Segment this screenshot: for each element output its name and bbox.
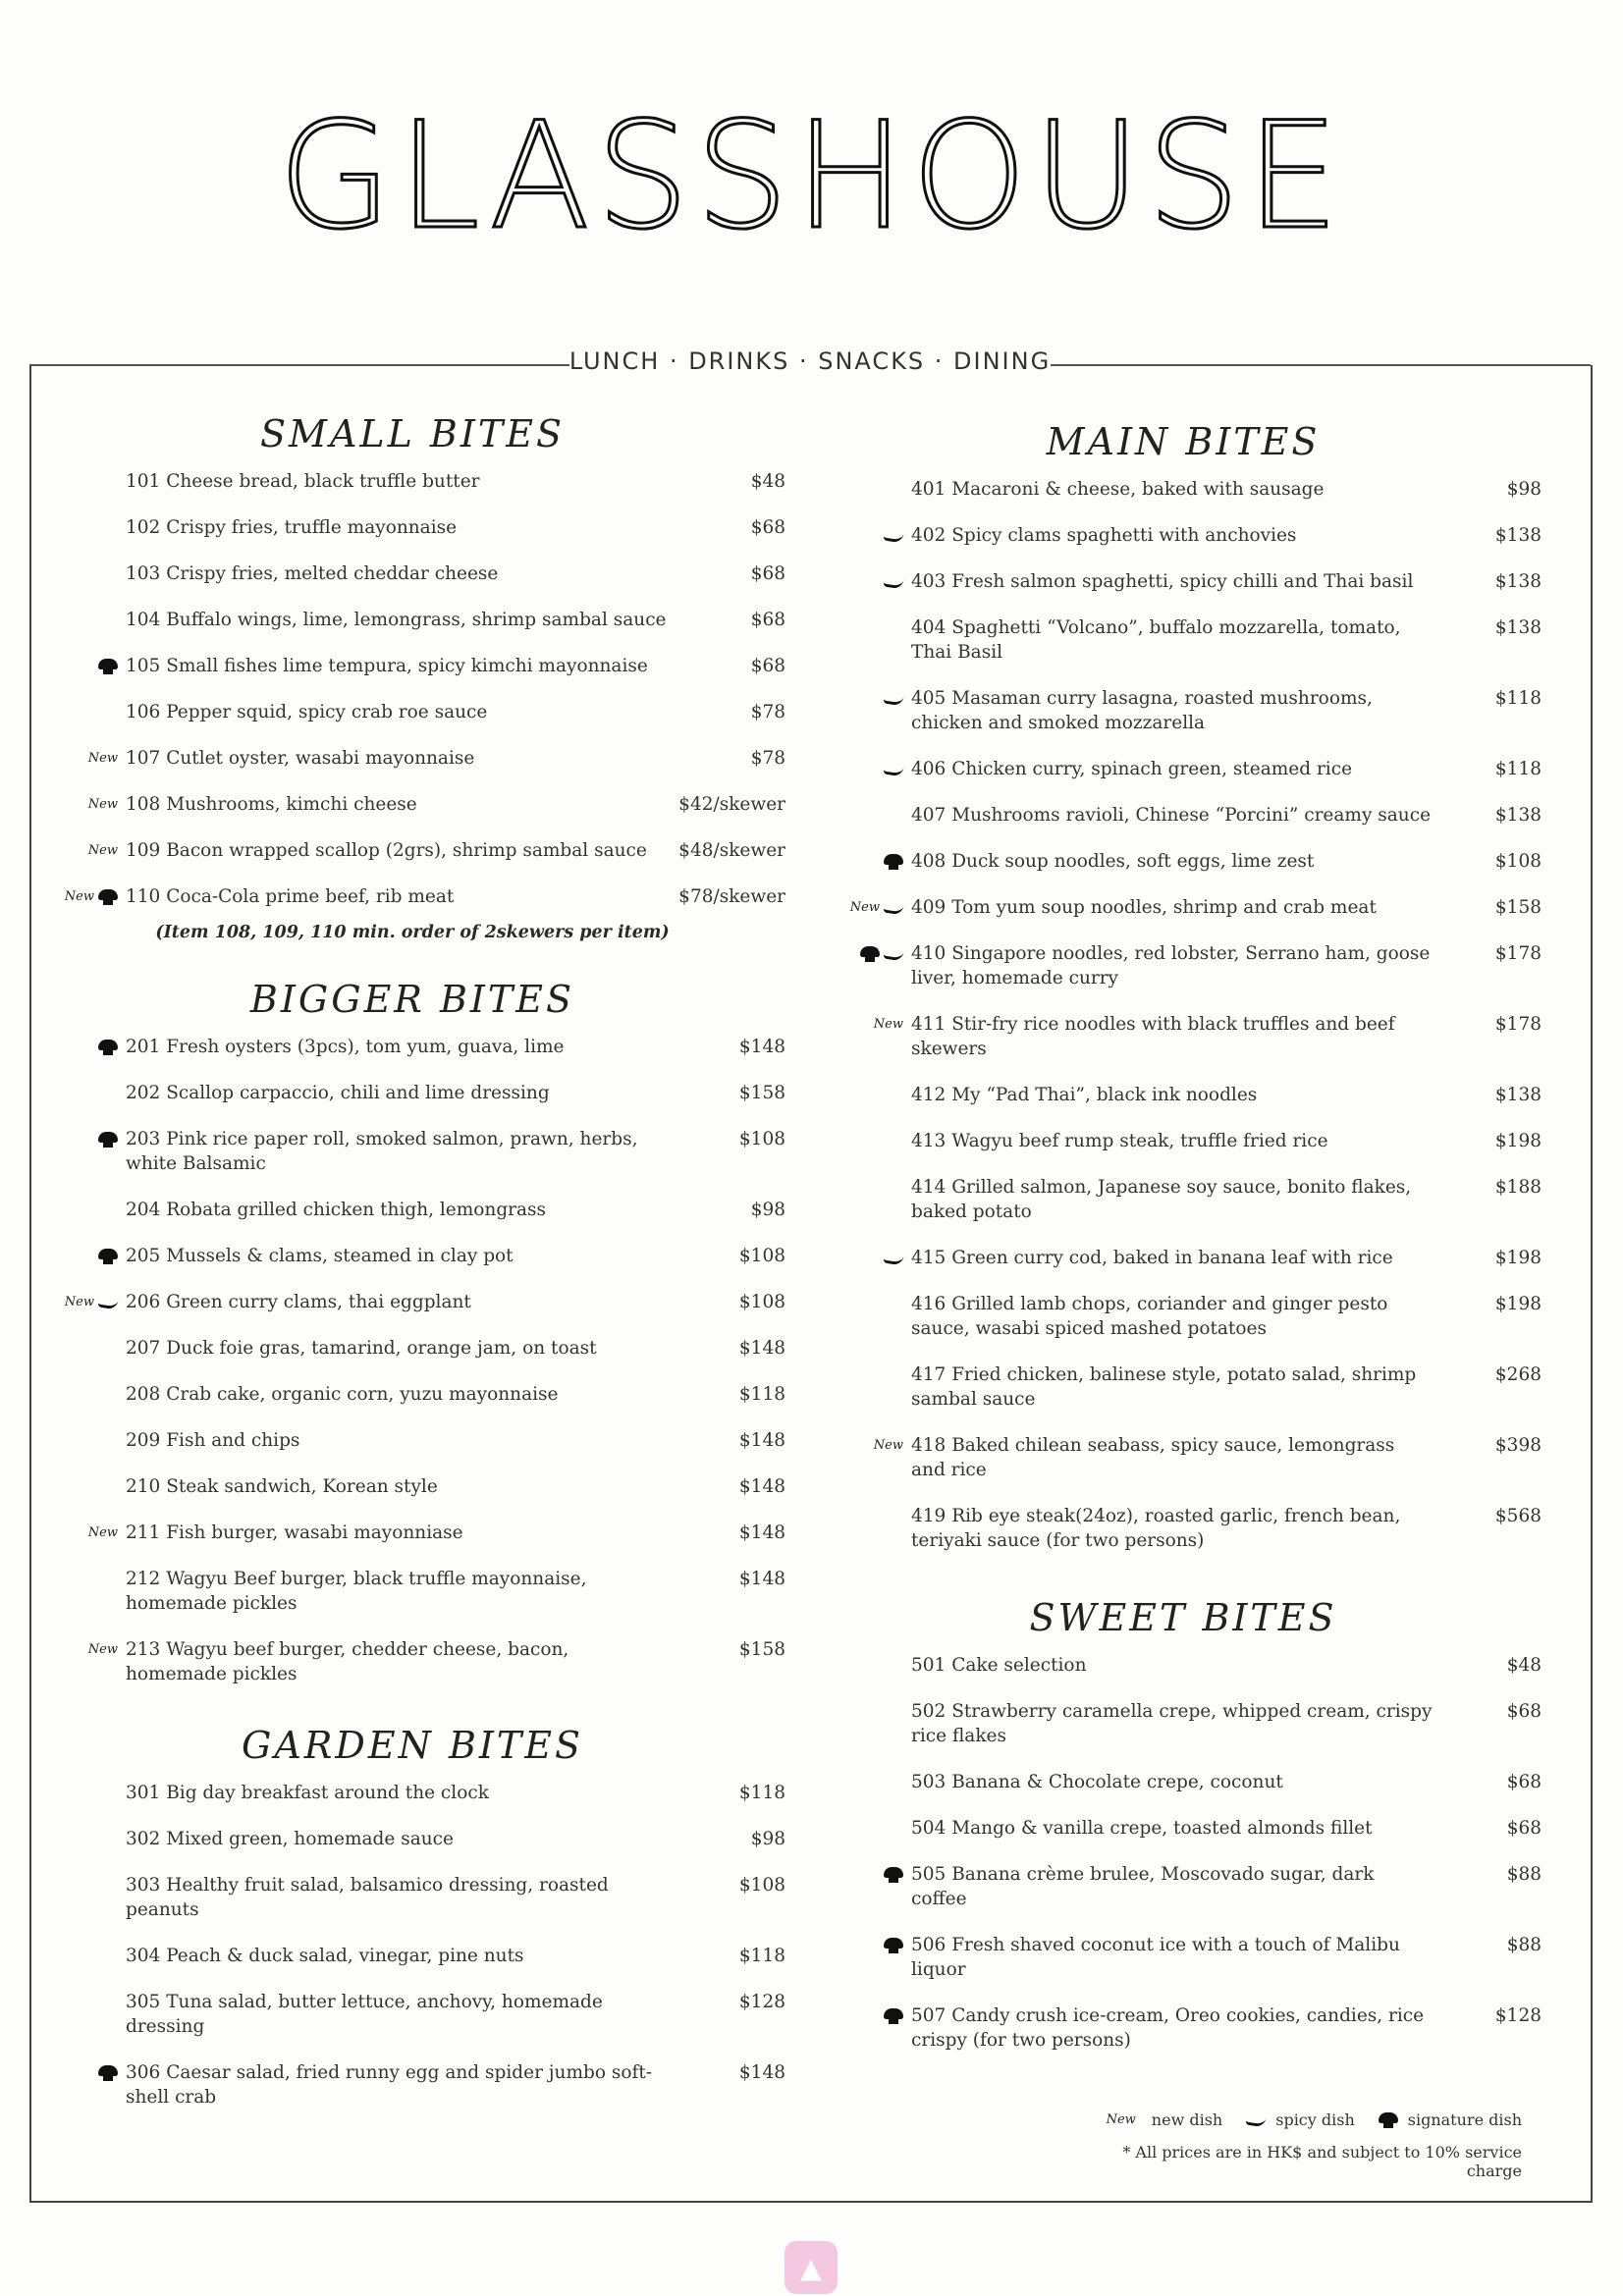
section-title: MAIN BITES	[1046, 420, 1321, 463]
item-price: $118	[1494, 688, 1542, 709]
menu-item	[825, 477, 1542, 502]
menu-item	[39, 1827, 785, 1851]
item-marks	[825, 1433, 911, 1458]
menu-item	[825, 523, 1542, 548]
item-marks	[825, 757, 911, 781]
menu-item	[825, 1433, 1542, 1482]
item-price: $148	[738, 1338, 785, 1359]
item-description: 103 Crispy fries, melted cheddar cheese	[126, 563, 499, 584]
chef-hat-icon	[98, 659, 118, 674]
item-description: 415 Green curry cod, baked in banana leaf with rice	[911, 1248, 1393, 1268]
item-price: $148	[738, 1476, 785, 1497]
item-description: 502 Strawberry caramella crepe, whipped cream, crispy rice flakes	[911, 1701, 1433, 1746]
item-description: 206 Green curry clams, thai eggplant	[126, 1292, 471, 1312]
item-list	[39, 1035, 785, 1686]
item-description: 212 Wagyu Beef burger, black truffle mayonnaise, homemade pickles	[126, 1569, 587, 1614]
item-marks	[825, 1292, 911, 1316]
menu-item	[825, 1292, 1542, 1341]
item-description: 501 Cake selection	[911, 1655, 1087, 1676]
item-marks	[39, 1990, 126, 2014]
new-dish-icon: New	[64, 889, 94, 904]
frame-bottom	[29, 2201, 1593, 2203]
item-price: $68	[1506, 1701, 1542, 1722]
item-marks	[39, 700, 126, 724]
new-dish-icon: New	[87, 843, 118, 858]
section-bigger-bites	[39, 978, 785, 1686]
chef-hat-icon	[884, 854, 903, 870]
item-price: $88	[1506, 1935, 1542, 1955]
chili-icon	[884, 693, 903, 705]
item-marks	[825, 569, 911, 594]
item-description: 418 Baked chilean seabass, spicy sauce, lemongrass and rice	[911, 1435, 1395, 1480]
item-marks	[825, 849, 911, 874]
item-marks	[39, 608, 126, 632]
item-marks	[39, 1567, 126, 1591]
menu-item	[39, 469, 785, 494]
menu-item	[39, 1336, 785, 1361]
menu-item	[825, 849, 1542, 874]
menu-item	[825, 757, 1542, 781]
item-description: 207 Duck foie gras, tamarind, orange jam, on toast	[126, 1338, 597, 1359]
item-price: $42/skewer	[678, 794, 785, 815]
item-price: $98	[750, 1829, 785, 1849]
menu-item	[825, 1653, 1542, 1678]
chili-icon	[884, 576, 903, 588]
new-dish-icon: New	[873, 1017, 903, 1032]
menu-item	[39, 1290, 785, 1314]
legend-row	[1090, 2110, 1522, 2129]
item-marks	[825, 1816, 911, 1841]
item-price: $148	[738, 1569, 785, 1589]
frame-right	[1591, 365, 1593, 2201]
item-description: 306 Caesar salad, fried runny egg and spider jumbo soft-shell crab	[126, 2062, 653, 2108]
item-price: $108	[738, 1875, 785, 1896]
legend-new-label: new dish	[1151, 2110, 1223, 2129]
menu-item	[39, 1035, 785, 1059]
menu-item	[825, 1175, 1542, 1224]
menu-item	[39, 792, 785, 817]
app-badge[interactable]	[784, 2241, 838, 2294]
legend-spicy-label: spicy dish	[1275, 2110, 1355, 2129]
item-description: 417 Fried chicken, balinese style, potato salad, shrimp sambal sauce	[911, 1364, 1417, 1410]
item-marks	[825, 1504, 911, 1528]
item-price: $118	[738, 1946, 785, 1966]
item-marks	[825, 1362, 911, 1387]
item-price: $148	[738, 2062, 785, 2083]
menu-item	[39, 608, 785, 632]
item-price: $108	[738, 1246, 785, 1266]
new-dish-icon: New	[87, 797, 118, 812]
item-description: 410 Singapore noodles, red lobster, Serrano ham, goose liver, homemade curry	[911, 943, 1431, 988]
left-column	[39, 412, 785, 2131]
item-marks	[825, 1653, 911, 1678]
menu-item	[825, 2003, 1542, 2053]
right-column	[825, 412, 1542, 2074]
item-description: 506 Fresh shaved coconut ice with a touch of Malibu liquor	[911, 1935, 1400, 1980]
tagline-row	[29, 346, 1591, 385]
menu-item	[39, 1127, 785, 1176]
item-price: $138	[1494, 1085, 1542, 1105]
menu-item	[39, 1781, 785, 1805]
item-marks	[39, 1198, 126, 1222]
item-marks	[825, 1129, 911, 1153]
item-price: $198	[1494, 1248, 1542, 1268]
item-price: $108	[1494, 851, 1542, 872]
section-title: GARDEN BITES	[242, 1724, 583, 1767]
item-description: 104 Buffalo wings, lime, lemongrass, shrimp sambal sauce	[126, 610, 667, 630]
menu-item	[39, 1990, 785, 2039]
item-marks	[39, 1035, 126, 1059]
menu-item	[39, 1382, 785, 1407]
item-list	[825, 477, 1542, 1553]
item-marks	[825, 1699, 911, 1724]
item-price: $128	[738, 1992, 785, 2012]
menu-item	[825, 1129, 1542, 1153]
item-price: $158	[738, 1083, 785, 1103]
item-description: 413 Wagyu beef rump steak, truffle fried rice	[911, 1131, 1328, 1151]
item-description: 507 Candy crush ice-cream, Oreo cookies, candies, rice crispy (for two persons)	[911, 2005, 1425, 2051]
item-description: 102 Crispy fries, truffle mayonnaise	[126, 517, 458, 538]
item-description: 303 Healthy fruit salad, balsamico dressing, roasted peanuts	[126, 1875, 609, 1920]
item-marks	[39, 1127, 126, 1151]
menu-item	[39, 700, 785, 724]
new-dish-icon: New	[87, 1525, 118, 1540]
section-main-bites	[825, 420, 1542, 1553]
item-price: $148	[738, 1522, 785, 1543]
item-description: 210 Steak sandwich, Korean style	[126, 1476, 438, 1497]
menu-item	[39, 884, 785, 909]
item-marks	[39, 792, 126, 817]
item-marks	[39, 1428, 126, 1453]
item-price: $268	[1494, 1364, 1542, 1385]
menu-item	[825, 1862, 1542, 1911]
brand-logo: GLASSHOUSE	[278, 91, 1345, 262]
menu-item	[39, 1081, 785, 1105]
item-description: 203 Pink rice paper roll, smoked salmon, prawn, herbs, white Balsamic	[126, 1129, 638, 1174]
menu-item	[825, 1816, 1542, 1841]
item-price: $68	[750, 656, 785, 676]
chili-icon	[884, 764, 903, 775]
item-description: 408 Duck soup noodles, soft eggs, lime zest	[911, 851, 1315, 872]
item-price: $78/skewer	[678, 886, 785, 907]
item-description: 503 Banana & Chocolate crepe, coconut	[911, 1772, 1283, 1792]
menu-item	[39, 1567, 785, 1616]
menu-item	[39, 561, 785, 586]
frame-left	[29, 365, 31, 2201]
price-disclaimer: * All prices are in HK$ and subject to 10% service charge	[1122, 2143, 1522, 2180]
menu-item	[825, 615, 1542, 665]
item-price: $178	[1494, 1014, 1542, 1035]
item-price: $108	[738, 1292, 785, 1312]
item-marks	[39, 654, 126, 678]
item-price: $178	[1494, 943, 1542, 964]
item-marks	[39, 1081, 126, 1105]
menu-item	[825, 1770, 1542, 1794]
new-dish-icon: New	[873, 1438, 903, 1453]
item-description: 213 Wagyu beef burger, chedder cheese, bacon, homemade pickles	[126, 1639, 569, 1684]
item-description: 208 Crab cake, organic corn, yuzu mayonnaise	[126, 1384, 559, 1405]
item-price: $68	[750, 610, 785, 630]
item-price: $68	[1506, 1818, 1542, 1839]
item-description: 407 Mushrooms ravioli, Chinese “Porcini” creamy sauce	[911, 805, 1432, 826]
item-marks	[825, 1175, 911, 1200]
menu-item	[39, 838, 785, 863]
item-price: $118	[738, 1783, 785, 1803]
section-title: SMALL BITES	[260, 412, 565, 455]
item-marks	[39, 515, 126, 540]
item-description: 409 Tom yum soup noodles, shrimp and crab meat	[911, 897, 1377, 918]
chili-icon	[884, 1253, 903, 1264]
item-description: 406 Chicken curry, spinach green, steamed rice	[911, 759, 1353, 779]
chef-hat-icon	[98, 889, 118, 905]
section-sweet-bites	[825, 1596, 1542, 2053]
item-description: 101 Cheese bread, black truffle butter	[126, 471, 480, 492]
item-marks	[39, 1382, 126, 1407]
item-description: 201 Fresh oysters (3pcs), tom yum, guava, lime	[126, 1037, 565, 1057]
item-description: 109 Bacon wrapped scallop (2grs), shrimp sambal sauce	[126, 840, 647, 861]
item-price: $148	[738, 1430, 785, 1451]
item-marks	[39, 884, 126, 909]
item-description: 401 Macaroni & cheese, baked with sausage	[911, 479, 1325, 500]
item-price: $138	[1494, 525, 1542, 546]
menu-item	[825, 803, 1542, 828]
item-description: 108 Mushrooms, kimchi cheese	[126, 794, 417, 815]
menu-item	[825, 1012, 1542, 1061]
section-garden-bites	[39, 1724, 785, 2109]
item-marks	[39, 469, 126, 494]
item-description: 403 Fresh salmon spaghetti, spicy chilli and Thai basil	[911, 571, 1414, 592]
item-description: 505 Banana crème brulee, Moscovado sugar, dark coffee	[911, 1864, 1375, 1909]
item-marks	[39, 1290, 126, 1314]
menu-item	[39, 1521, 785, 1545]
tagline-rule-right	[1051, 364, 1591, 366]
item-list	[39, 469, 785, 909]
new-dish-icon: New	[87, 1642, 118, 1657]
item-description: 305 Tuna salad, butter lettuce, anchovy, homemade dressing	[126, 1992, 603, 2037]
item-price: $128	[1494, 2005, 1542, 2026]
item-description: 110 Coca-Cola prime beef, rib meat	[126, 886, 455, 907]
item-marks	[39, 1944, 126, 1968]
item-price: $48	[750, 471, 785, 492]
menu-item	[39, 1198, 785, 1222]
menu-item	[825, 1246, 1542, 1270]
item-description: 105 Small fishes lime tempura, spicy kimchi mayonnaise	[126, 656, 648, 676]
item-description: 402 Spicy clams spaghetti with anchovies	[911, 525, 1297, 546]
item-description: 205 Mussels & clams, steamed in clay pot	[126, 1246, 514, 1266]
item-marks	[825, 686, 911, 711]
item-description: 414 Grilled salmon, Japanese soy sauce, bonito flakes, baked potato	[911, 1177, 1412, 1222]
menu-item	[39, 1637, 785, 1686]
item-price: $148	[738, 1037, 785, 1057]
section-title: SWEET BITES	[1029, 1596, 1337, 1639]
item-marks	[39, 1244, 126, 1268]
item-price: $198	[1494, 1131, 1542, 1151]
new-dish-icon: New	[87, 751, 118, 766]
menu-item	[825, 1083, 1542, 1107]
item-price: $158	[1494, 897, 1542, 918]
chili-icon	[884, 902, 903, 914]
chef-hat-icon	[884, 2008, 903, 2024]
item-description: 202 Scallop carpaccio, chili and lime dressing	[126, 1083, 550, 1103]
item-description: 411 Stir-fry rice noodles with black truffles and beef skewers	[911, 1014, 1395, 1059]
item-description: 405 Masaman curry lasagna, roasted mushrooms, chicken and smoked mozzarella	[911, 688, 1373, 733]
item-price: $68	[1506, 1772, 1542, 1792]
menu-item	[39, 1428, 785, 1453]
chef-hat-icon	[98, 1249, 118, 1264]
chili-icon	[1246, 2114, 1266, 2126]
menu-item	[39, 1474, 785, 1499]
item-price: $48	[1506, 1655, 1542, 1676]
item-description: 416 Grilled lamb chops, coriander and ginger pesto sauce, wasabi spiced mashed potatoes	[911, 1294, 1388, 1339]
item-price: $158	[738, 1639, 785, 1660]
item-price: $98	[1506, 479, 1542, 500]
chili-icon	[884, 948, 903, 960]
item-marks	[825, 1246, 911, 1270]
item-marks	[39, 746, 126, 771]
item-marks	[39, 1474, 126, 1499]
chili-icon	[98, 1297, 118, 1308]
item-price: $568	[1494, 1506, 1542, 1526]
menu-item	[39, 2060, 785, 2109]
menu-item	[825, 1933, 1542, 1982]
item-marks	[825, 803, 911, 828]
item-price: $188	[1494, 1177, 1542, 1198]
chef-hat-icon	[98, 1132, 118, 1148]
menu-item	[39, 1944, 785, 1968]
item-marks	[39, 561, 126, 586]
item-description: 419 Rib eye steak(24oz), roasted garlic, french bean, teriyaki sauce (for two persons)	[911, 1506, 1401, 1551]
skewer-note: (Item 108, 109, 110 min. order of 2skewers per item)	[155, 923, 670, 942]
menu-item	[39, 1873, 785, 1922]
tagline: LUNCH · DRINKS · SNACKS · DINING	[568, 347, 1052, 375]
menu-item	[39, 515, 785, 540]
menu-item	[825, 1504, 1542, 1553]
item-price: $88	[1506, 1864, 1542, 1885]
item-price: $98	[750, 1200, 785, 1220]
item-description: 301 Big day breakfast around the clock	[126, 1783, 489, 1803]
chef-hat-icon: ▲	[800, 2251, 822, 2284]
legend-signature-label: signature dish	[1407, 2110, 1522, 2129]
item-marks	[39, 838, 126, 863]
chef-hat-icon	[860, 946, 880, 962]
item-marks	[39, 1827, 126, 1851]
item-marks	[39, 1521, 126, 1545]
item-marks	[825, 615, 911, 640]
item-price: $118	[738, 1384, 785, 1405]
item-price: $138	[1494, 571, 1542, 592]
item-marks	[39, 2060, 126, 2085]
menu-item	[825, 1362, 1542, 1412]
chef-hat-icon	[98, 2065, 118, 2081]
menu-item	[825, 941, 1542, 990]
item-description: 412 My “Pad Thai”, black ink noodles	[911, 1085, 1258, 1105]
item-price: $138	[1494, 805, 1542, 826]
section-title: BIGGER BITES	[249, 978, 575, 1021]
item-description: 302 Mixed green, homemade sauce	[126, 1829, 454, 1849]
item-price: $198	[1494, 1294, 1542, 1314]
section-small-bites	[39, 412, 785, 942]
item-marks	[39, 1781, 126, 1805]
item-description: 204 Robata grilled chicken thigh, lemongrass	[126, 1200, 547, 1220]
item-price: $68	[750, 563, 785, 584]
item-marks	[825, 1862, 911, 1887]
item-description: 404 Spaghetti “Volcano”, buffalo mozzarella, tomato, Thai Basil	[911, 617, 1401, 663]
item-description: 304 Peach & duck salad, vinegar, pine nuts	[126, 1946, 524, 1966]
new-dish-icon: New	[1106, 2112, 1136, 2127]
item-price: $398	[1494, 1435, 1542, 1456]
item-marks	[39, 1873, 126, 1897]
item-marks	[825, 1770, 911, 1794]
item-description: 504 Mango & vanilla crepe, toasted almonds fillet	[911, 1818, 1373, 1839]
menu-item	[39, 1244, 785, 1268]
menu-item	[825, 569, 1542, 594]
item-marks	[825, 1933, 911, 1957]
item-marks	[825, 523, 911, 548]
menu-item	[825, 895, 1542, 920]
item-marks	[39, 1637, 126, 1662]
menu-item	[39, 654, 785, 678]
item-marks	[825, 2003, 911, 2028]
item-marks	[825, 941, 911, 966]
item-list	[39, 1781, 785, 2109]
new-dish-icon: New	[849, 900, 880, 915]
chili-icon	[884, 530, 903, 542]
menu-item	[39, 746, 785, 771]
new-dish-icon: New	[64, 1295, 94, 1309]
item-description: 106 Pepper squid, spicy crab roe sauce	[126, 702, 488, 722]
item-price: $48/skewer	[678, 840, 785, 861]
item-description: 209 Fish and chips	[126, 1430, 300, 1451]
legend	[1090, 2110, 1522, 2180]
item-price: $68	[750, 517, 785, 538]
chef-hat-icon	[98, 1040, 118, 1055]
menu-item	[825, 1699, 1542, 1748]
menu-item	[825, 686, 1542, 735]
item-price: $78	[750, 748, 785, 769]
item-price: $108	[738, 1129, 785, 1149]
chef-hat-icon	[1379, 2112, 1398, 2128]
item-price: $118	[1494, 759, 1542, 779]
item-marks	[825, 477, 911, 502]
item-marks	[825, 1083, 911, 1107]
item-description: 211 Fish burger, wasabi mayonniase	[126, 1522, 463, 1543]
item-description: 107 Cutlet oyster, wasabi mayonnaise	[126, 748, 475, 769]
item-price: $138	[1494, 617, 1542, 638]
item-marks	[39, 1336, 126, 1361]
item-price: $78	[750, 702, 785, 722]
chef-hat-icon	[884, 1867, 903, 1883]
item-list	[825, 1653, 1542, 2053]
item-marks	[825, 895, 911, 920]
chef-hat-icon	[884, 1938, 903, 1953]
item-marks	[825, 1012, 911, 1037]
